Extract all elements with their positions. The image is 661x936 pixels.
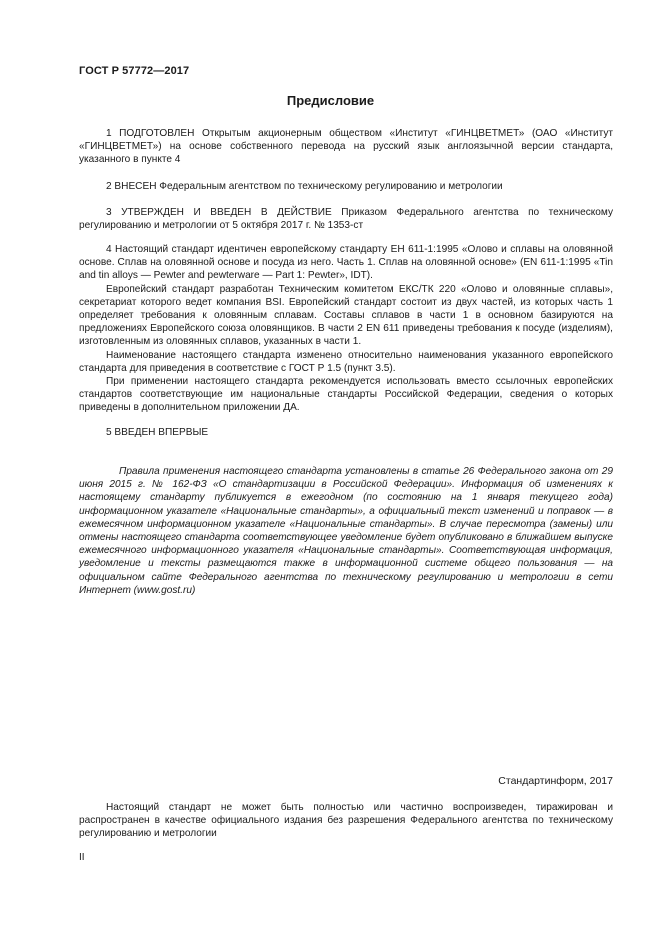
foreword-item-3 bbox=[79, 206, 613, 232]
paragraph: 2 ВНЕСЕН Федеральным агентством по техническому регулированию и метрологии bbox=[106, 181, 503, 192]
foreword-item-5 bbox=[79, 426, 613, 439]
notice-text: Правила применения настоящего стандарта установлены в статье 26 Федерального закона от 29 июня 2015 г. № 162-ФЗ «О стандартизации в Российской Федерации». Информация об изменениях к настоящему стандарту публикуется в ежегодном (по состоянию на 1 января текущего года) информационном указателе «Национальные стандарты», а официальный текст изменений и поправок — в ежемесячном информационном указателе «Национальные стандарты». В случае пересмотра (замены) или отмены настоящего стандарта соответствующее уведомление будет опубликовано в ближайшем выпуске ежемесячного информационного указателя «Национальные стандарты». Соответствующая информация, уведомление и тексты размещаются также в информационной системе общего пользования — на официальном сайте Федерального агентства по техническому регулированию и метрологии в сети Интернет (www.gost.ru) bbox=[79, 466, 613, 596]
paragraph: При применении настоящего стандарта рекомендуется использовать вместо ссылочных европейских стандартов соответствующие им национальные стандарты Российской Федерации, сведения о которых приведены в дополнительном приложении ДА. bbox=[79, 376, 613, 414]
application-notice bbox=[79, 465, 613, 597]
foreword-item-4 bbox=[79, 243, 613, 415]
foreword-item-1 bbox=[79, 127, 613, 167]
copyright-notice bbox=[79, 801, 613, 841]
paragraph: 4 Настоящий стандарт идентичен европейскому стандарту ЕН 611-1:1995 «Олово и сплавы на оловянной основе. Сплав на оловянной основе и посуда из него. Часть 1. Сплав на оловянной основе» (EN 611-1:1995 «Tin and tin alloys — Pewter and pewterware — Part 1: Pewter», IDT). bbox=[79, 244, 613, 282]
paragraph: 1 ПОДГОТОВЛЕН Открытым акционерным обществом «Институт «ГИНЦВЕТМЕТ» (ОАО «Институт «ГИНЦВЕТМЕТ») на основе собственного перевода на русский язык англоязычной версии стандарта, указанного в пункте 4 bbox=[79, 128, 613, 166]
publisher-line: Стандартинформ, 2017 bbox=[498, 775, 613, 787]
paragraph: 5 ВВЕДЕН ВПЕРВЫЕ bbox=[106, 427, 209, 438]
page-number: II bbox=[79, 852, 85, 863]
paragraph: 3 УТВЕРЖДЕН И ВВЕДЕН В ДЕЙСТВИЕ Приказом Федерального агентства по техническому регулированию и метрологии от 5 октября 2017 г. № 1353-ст bbox=[79, 207, 613, 232]
paragraph: Европейский стандарт разработан Техническим комитетом ЕКС/ТК 220 «Олово и оловянные сплавы», секретариат которого ведет компания BSI. Европейский стандарт состоит из двух частей, из которых часть 1 определяет требования к оловянным сплавам. Составы сплавов в части 1 в основном базируются на предложениях Европейского союза оловянщиков. В части 2 EN 611 приведены требования к посуде (изделиям), изготовленным из оловянных сплавов, указанных в части 1. bbox=[79, 283, 613, 348]
paragraph: Наименование настоящего стандарта изменено относительно наименования указанного европейского стандарта для приведения в соответствие с ГОСТ Р 1.5 (пункт 3.5). bbox=[79, 349, 613, 374]
foreword-item-2 bbox=[79, 180, 613, 193]
page-title: Предисловие bbox=[286, 93, 375, 108]
copyright-text: Настоящий стандарт не может быть полностью или частично воспроизведен, тиражирован и распространен в качестве официального издания без разрешения Федерального агентства по техническому регулированию и метрологии bbox=[79, 802, 613, 840]
document-id: ГОСТ Р 57772—2017 bbox=[79, 65, 190, 77]
